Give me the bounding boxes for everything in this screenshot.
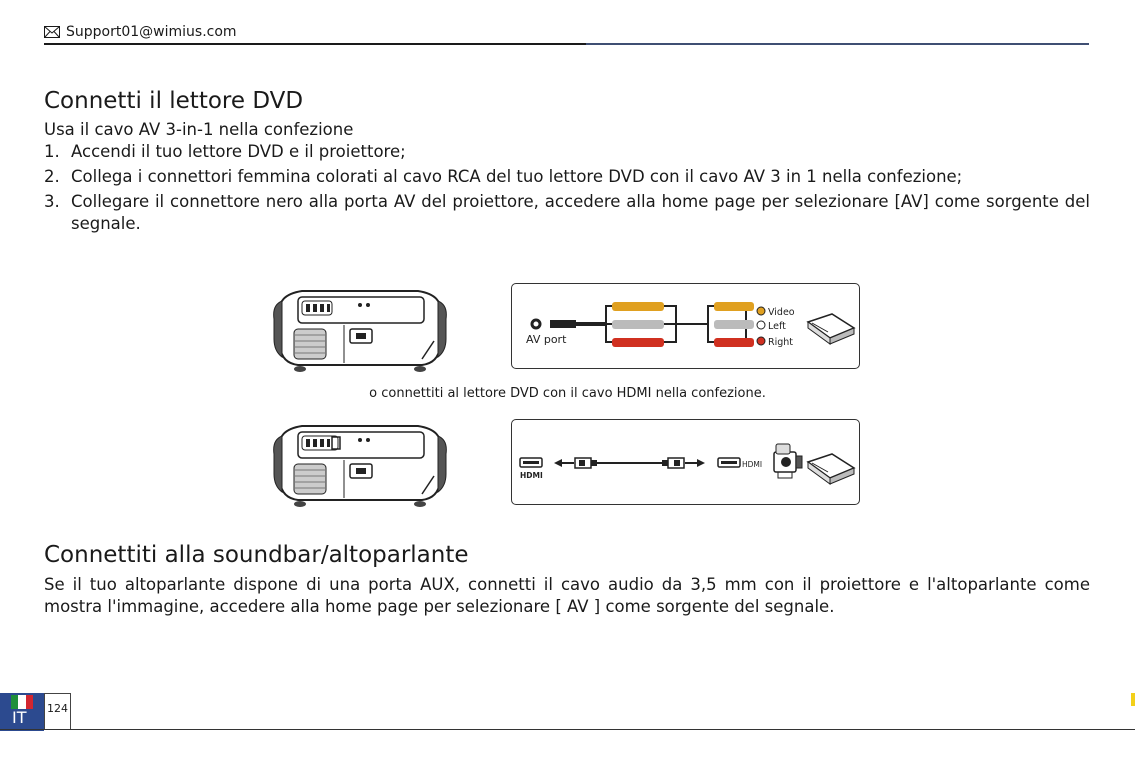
header-contact [44, 24, 237, 40]
section-title-dvd: Connetti il lettore DVD [44, 88, 304, 114]
hdmi-left-label: HDMI [520, 471, 543, 480]
step-number: 2. [44, 167, 60, 186]
footer-rule [0, 729, 1135, 730]
projector-rear-illustration [272, 420, 448, 508]
hdmi-connection-diagram [511, 419, 860, 505]
camcorder-icon [774, 444, 802, 478]
header-rule-blue [586, 43, 1089, 45]
av-port-label: AV port [526, 333, 567, 346]
support-email[interactable]: Support01@wimius.com [66, 24, 237, 40]
page-number: 124 [44, 693, 71, 730]
step-text: Collega i connettori femmina colorati al cavo RCA del tuo lettore DVD con il cavo AV 3 in 1 nella confezione; [71, 167, 963, 186]
section-title-soundbar: Connettiti alla soundbar/altoparlante [44, 542, 469, 568]
language-code: IT [12, 708, 27, 727]
arrow-left-icon [554, 459, 574, 467]
hdmi-caption: o connettiti al lettore DVD con il cavo HDMI nella confezione. [369, 386, 766, 401]
output-video-label: Video [768, 307, 795, 318]
hdmi-port-icon [520, 458, 542, 467]
header-rule-dark [44, 43, 586, 45]
list-item [44, 166, 1090, 188]
mail-icon [44, 26, 60, 38]
hdmi-right-label: HDMI [742, 460, 763, 469]
hdmi-cable-icon [575, 458, 684, 468]
projector-rear-illustration [272, 285, 448, 373]
language-badge [0, 693, 44, 731]
list-item [44, 141, 1090, 163]
section-soundbar-text: Se il tuo altoparlante dispone di una porta AUX, connetti il cavo audio da 3,5 mm con il proiettore e l'altoparlante come mostra l'immagine, accedere alla home page per selezionare [ AV ] come sorgente del segnale. [44, 575, 1090, 616]
arrow-right-icon [685, 459, 705, 467]
step-number: 3. [44, 192, 60, 211]
output-right-label: Right [768, 337, 794, 348]
steps-list [44, 141, 1090, 238]
italy-flag-icon [11, 695, 33, 709]
dvd-player-icon [808, 314, 854, 344]
edge-marker [1131, 693, 1135, 706]
step-text: Collegare il connettore nero alla porta AV del proiettore, accedere alla home page per selezionare [AV] come sorgente del segnale. [71, 192, 1090, 233]
av-connection-diagram [511, 283, 860, 369]
dvd-player-icon [808, 454, 854, 484]
hdmi-port-icon [718, 458, 740, 467]
output-left-label: Left [768, 321, 786, 332]
step-text: Accendi il tuo lettore DVD e il proiettore; [71, 142, 406, 161]
step-number: 1. [44, 142, 60, 161]
section-intro: Usa il cavo AV 3-in-1 nella confezione [44, 120, 354, 139]
list-item [44, 191, 1090, 235]
